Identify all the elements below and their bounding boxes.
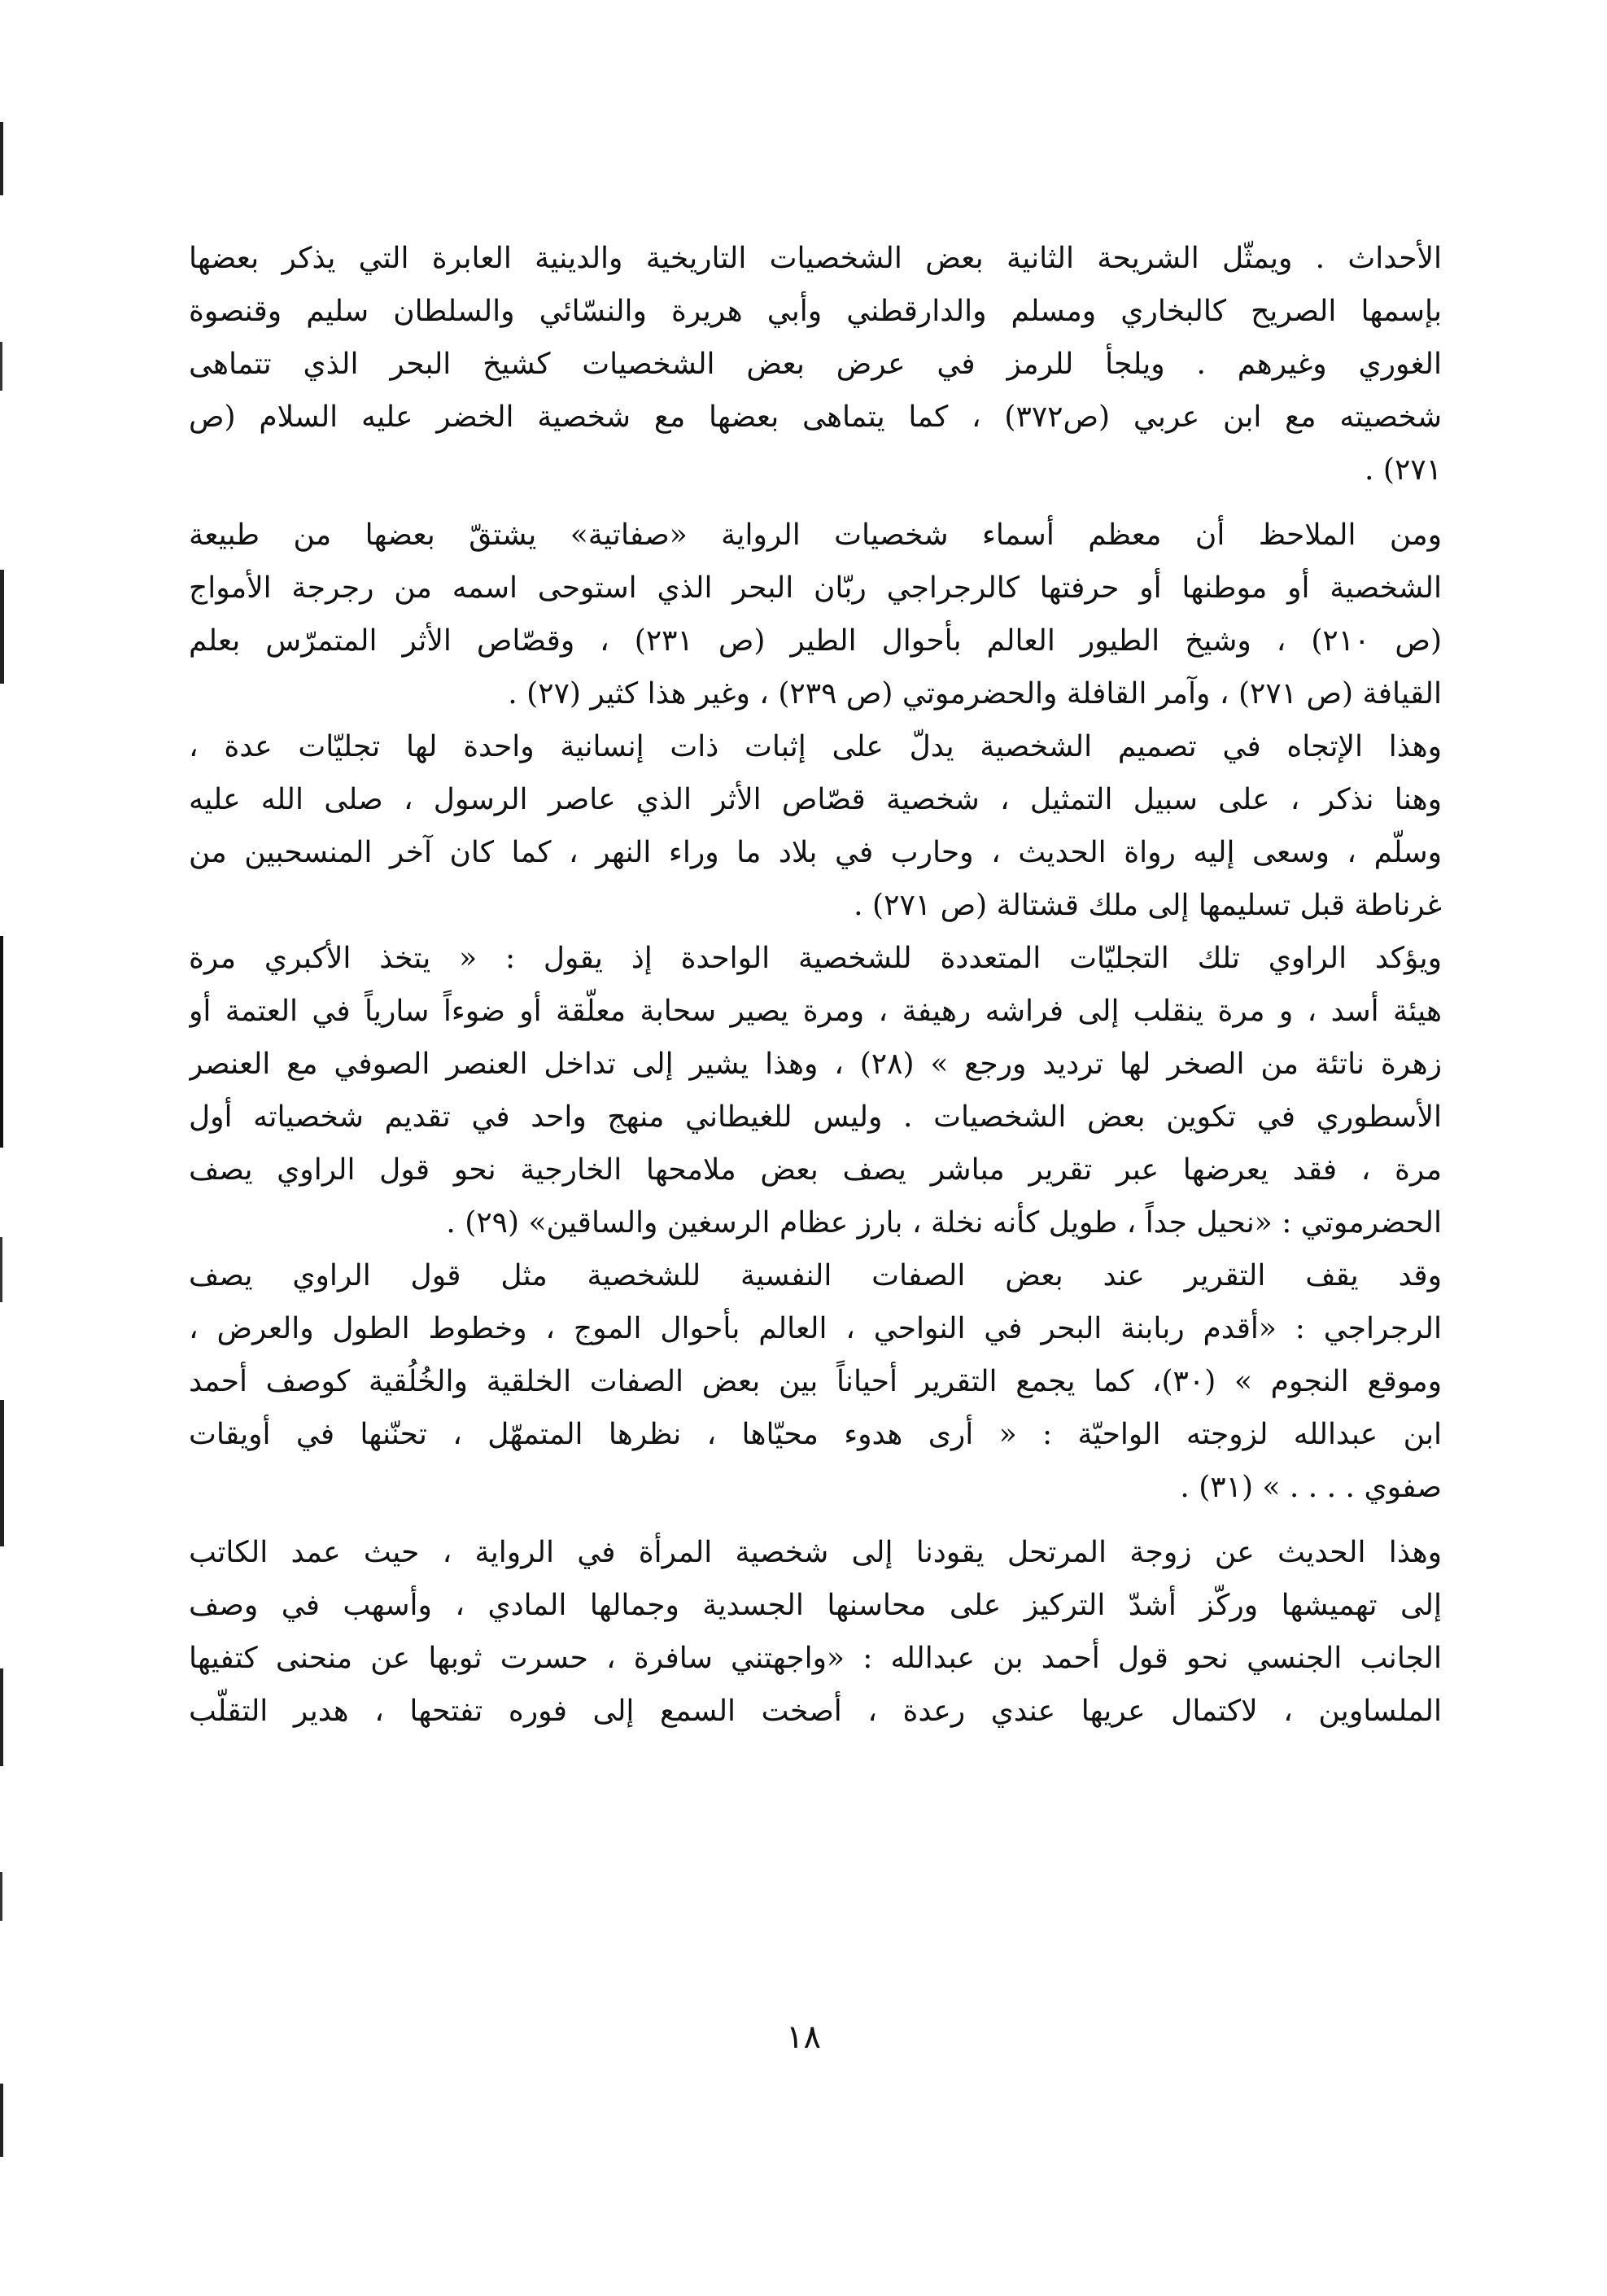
text-line: ويؤكد الراوي تلك التجليّات المتعددة للشخصية الواحدة إذ يقول : « يتخذ الأكبري مرة	[189, 942, 1442, 975]
text-line: ٢٧١) .	[1365, 453, 1442, 487]
text-line: غرناطة قبل تسليمها إلى ملك قشتالة (ص ٢٧١) .	[854, 889, 1442, 922]
paragraph-3	[189, 720, 1442, 932]
text-line: الأحداث . ويمثّل الشريحة الثانية بعض الشخصيات التاريخية والدينية العابرة التي يذكر بعضها	[189, 242, 1442, 275]
text-line: وسلّم ، وسعى إليه رواة الحديث ، وحارب في بلاد ما وراء النهر ، كما كان آخر المنسحبين من	[189, 836, 1442, 869]
paragraph-5	[189, 1249, 1442, 1514]
text-line: ومن الملاحظ أن معظم أسماء شخصيات الرواية «صفاتية» يشتقّ بعضها من طبيعة	[189, 518, 1442, 552]
paragraph-2	[189, 509, 1442, 720]
text-line: (ص ٢١٠) ، وشيخ الطيور العالم بأحوال الطير (ص ٢٣١) ، وقصّاص الأثر المتمرّس بعلم	[189, 624, 1442, 658]
text-line: وهذا الحديث عن زوجة المرتحل يقودنا إلى شخصية المرأة في الرواية ، حيث عمد الكاتب	[189, 1536, 1442, 1569]
paragraph-6	[189, 1526, 1442, 1738]
text-line: مرة ، فقد يعرضها عبر تقرير مباشر يصف بعض ملامحها الخارجية نحو قول الراوي يصف	[189, 1153, 1442, 1187]
text-line: الرجراجي : «أقدم ربابنة البحر في النواحي ، العالم بأحوال الموج ، وخطوط الطول والعرض ،	[189, 1312, 1442, 1345]
text-line: الملساوين ، لاكتمال عريها عندي رعدة ، أصخت السمع إلى فوره تفتحها ، هدير التقلّب	[189, 1695, 1442, 1728]
scan-edge-marks	[0, 0, 11, 2296]
paragraph-1	[189, 232, 1442, 496]
page-number: ١٨	[786, 2018, 821, 2056]
text-line: الحضرموتي : «نحيل جداً ، طويل كأنه نخلة ، بارز عظام الرسغين والساقين» (٢٩) .	[446, 1206, 1442, 1240]
text-line: الجانب الجنسي نحو قول أحمد بن عبدالله : «واجهتني سافرة ، حسرت ثوبها عن منحنى كتفيها	[189, 1642, 1442, 1675]
text-line: ابن عبدالله لزوجته الواحيّة : « أرى هدوء محيّاها ، نظرها المتمهّل ، تحنّنها في أويقات	[189, 1418, 1442, 1451]
text-line: الغوري وغيرهم . ويلجأ للرمز في عرض بعض الشخصيات كشيخ البحر الذي تتماهى	[189, 348, 1442, 381]
text-line: الأسطوري في تكوين بعض الشخصيات . وليس للغيطاني منهج واحد في تقديم شخصياته أول	[189, 1100, 1442, 1134]
text-line: القيافة (ص ٢٧١) ، وآمر القافلة والحضرموتي (ص ٢٣٩) ، وغير هذا كثير (٢٧) .	[508, 677, 1442, 711]
paragraph-4	[189, 932, 1442, 1249]
text-line: بإسمها الصريح كالبخاري ومسلم والدارقطني وأبي هريرة والنسّائي والسلطان سليم وقنصوة	[189, 295, 1442, 328]
text-line: هيئة أسد ، و مرة ينقلب إلى فراشه رهيفة ، ومرة يصير سحابة معلّقة أو ضوءاً سارياً في العتمة أو	[189, 995, 1442, 1028]
text-line: وموقع النجوم » (٣٠)، كما يجمع التقرير أحياناً بين بعض الصفات الخلقية والخُلُقية كوصف أحمد	[189, 1365, 1442, 1398]
body-text	[189, 232, 1442, 1738]
text-line: إلى تهميشها وركّز أشدّ التركيز على محاسنها الجسدية وجمالها المادي ، وأسهب في وصف	[189, 1589, 1442, 1622]
text-line: وهذا الإتجاه في تصميم الشخصية يدلّ على إثبات ذات إنسانية واحدة لها تجليّات عدة ،	[189, 730, 1442, 763]
text-line: شخصيته مع ابن عربي (ص٣٧٢) ، كما يتماهى بعضها مع شخصية الخضر عليه السلام (ص	[189, 400, 1442, 434]
text-line: صفوي . . . . » (٣١) .	[1180, 1471, 1442, 1504]
text-line: زهرة ناتئة من الصخر لها ترديد ورجع » (٢٨) ، وهذا يشير إلى تداخل العنصر الصوفي مع العنصر	[189, 1047, 1442, 1081]
text-line: وهنا نذكر ، على سبيل التمثيل ، شخصية قصّاص الأثر الذي عاصر الرسول ، صلى الله عليه	[189, 783, 1442, 816]
text-line: الشخصية أو موطنها أو حرفتها كالرجراجي ربّان البحر الذي استوحى اسمه من رجرجة الأمواج	[189, 571, 1442, 605]
text-line: وقد يقف التقرير عند بعض الصفات النفسية للشخصية مثل قول الراوي يصف	[189, 1259, 1442, 1292]
